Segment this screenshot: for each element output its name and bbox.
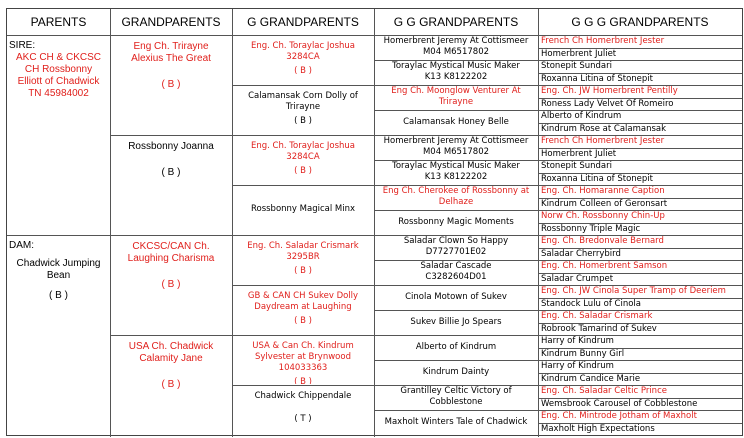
g-grandparent-cell xyxy=(234,241,372,284)
pedigree-line: K13 K8122202 xyxy=(424,72,488,82)
ggg-grandparent-name: Kindrum Bunny Girl xyxy=(541,348,625,359)
column-divider xyxy=(374,9,375,437)
ggg-grandparent-cell xyxy=(541,361,740,372)
column-header: G G G GRANDPARENTS xyxy=(571,15,709,29)
pedigree-line: 3284CA xyxy=(286,152,320,162)
pedigree-line: Trirayne xyxy=(438,97,474,107)
sire-name-line: CH Rossbonny xyxy=(24,64,93,75)
pedigree-line: Calamansak Corn Dolly of xyxy=(248,91,358,101)
g-grandparent-cell xyxy=(234,341,372,384)
pedigree-line: Maxholt Winters Tale of Chadwick xyxy=(384,417,528,427)
gg-grandparent-cell xyxy=(376,186,536,209)
ggg-grandparent-name: Eng. Ch. Mintrode Jotham of Maxholt xyxy=(541,411,697,421)
pedigree-line: Calamity Jane xyxy=(139,353,203,364)
pedigree-line: D7727701E02 xyxy=(425,247,487,257)
ggg-grandparent-name: Eng. Ch. Homerbrent Samson xyxy=(541,261,668,271)
pedigree-line: Rossbonny Joanna xyxy=(128,141,214,152)
pedigree-line: Rossbonny Magical Minx xyxy=(250,204,356,214)
ggg-grandparent-cell xyxy=(541,349,740,360)
ggg-grandparent-cell xyxy=(541,261,740,272)
grandparent-cell xyxy=(112,241,230,334)
gg-grandparent-cell xyxy=(376,161,536,184)
ggg-grandparent-name: Kindrum Rose at Calamansak xyxy=(541,123,667,134)
pedigree-line: Sylvester at Brynwood xyxy=(255,352,351,362)
ggg-grandparent-cell xyxy=(541,111,740,122)
g-grandparent-cell xyxy=(234,141,372,184)
gg-grandparent-cell xyxy=(376,86,536,109)
dam-cell xyxy=(9,240,108,302)
ggg-grandparent-cell xyxy=(541,211,740,222)
pedigree-line: Eng. Ch. Toraylac Joshua xyxy=(250,141,356,151)
pedigree-table xyxy=(6,8,743,436)
gg-grandparent-cell xyxy=(376,367,536,384)
gg-grandparent-cell xyxy=(376,61,536,84)
ggg-grandparent-name: Roness Lady Velvet Of Romeiro xyxy=(541,98,674,109)
ggg-grandparent-cell xyxy=(541,274,740,285)
g-grandparent-cell xyxy=(234,391,372,434)
dam-name-line: Chadwick Jumping xyxy=(16,258,101,269)
pedigree-line: Grantilley Celtic Victory of xyxy=(400,386,512,396)
pedigree-line: Laughing Charisma xyxy=(127,253,215,264)
g-grandparent-cell xyxy=(234,291,372,334)
ggg-grandparent-cell xyxy=(541,49,740,60)
pedigree-line: M04 M6517802 xyxy=(422,147,490,157)
gg-grandparent-cell xyxy=(376,386,536,409)
ggg-grandparent-name: Kindrum Candice Marie xyxy=(541,373,641,384)
pedigree-line: Saladar Clown So Happy xyxy=(403,236,509,246)
ggg-grandparent-cell xyxy=(541,411,740,422)
pedigree-line: Eng Ch. Moonglow Venturer At xyxy=(391,86,521,96)
pedigree-line: ( B ) xyxy=(294,266,312,276)
pedigree-line: ( B ) xyxy=(161,379,181,390)
dam-role-label: DAM: xyxy=(9,240,34,251)
ggg-grandparent-name: Harry of Kindrum xyxy=(541,361,614,371)
ggg-grandparent-name: Alberto of Kindrum xyxy=(541,111,622,121)
pedigree-line: Chadwick Chippendale xyxy=(254,391,352,401)
ggg-grandparent-name: Eng. Ch. Saladar Celtic Prince xyxy=(541,386,667,396)
ggg-grandparent-name: Eng. Ch. Homaranne Caption xyxy=(541,186,665,196)
gg-grandparent-cell xyxy=(376,261,536,284)
ggg-grandparent-name: Norw Ch. Rossbonny Chin-Up xyxy=(541,211,665,221)
ggg-grandparent-name: Eng. Ch. JW Homerbrent Pentilly xyxy=(541,86,678,96)
gg-grandparent-cell xyxy=(376,236,536,259)
ggg-grandparent-cell xyxy=(541,286,740,297)
ggg-grandparent-cell xyxy=(541,99,740,110)
ggg-grandparent-name: Maxholt High Expectations xyxy=(541,423,655,434)
pedigree-line: Homerbrent Jeremy At Cottismeer xyxy=(383,136,529,146)
ggg-grandparent-name: Saladar Cherrybird xyxy=(541,248,621,259)
ggg-grandparent-cell xyxy=(541,336,740,347)
grandparent-cell xyxy=(112,341,230,434)
ggg-grandparent-name: French Ch Homerbrent Jester xyxy=(541,136,665,146)
pedigree-line: USA & Can Ch. Kindrum xyxy=(252,341,354,351)
pedigree-line: Trirayne xyxy=(285,102,321,112)
pedigree-line: Eng. Ch. Saladar Crismark xyxy=(247,241,359,251)
grandparent-cell xyxy=(112,141,230,234)
pedigree-line: Eng Ch. Trirayne xyxy=(133,41,209,52)
ggg-grandparent-cell xyxy=(541,186,740,197)
pedigree-line: Homerbrent Jeremy At Cottismeer xyxy=(383,36,529,46)
pedigree-line: Cinola Motown of Sukev xyxy=(405,292,507,302)
ggg-grandparent-cell xyxy=(541,224,740,235)
column-header: PARENTS xyxy=(30,15,87,29)
pedigree-line: 104033363 xyxy=(278,363,328,373)
g-grandparent-cell xyxy=(234,91,372,134)
gg-grandparent-cell xyxy=(376,417,536,434)
pedigree-line: ( B ) xyxy=(294,66,312,76)
pedigree-line: Daydream at Laughing xyxy=(254,302,352,312)
pedigree-line: Alberto of Kindrum xyxy=(415,342,497,352)
pedigree-line: Delhaze xyxy=(438,197,474,207)
ggg-grandparent-name: French Ch Homerbrent Jester xyxy=(541,36,665,46)
ggg-grandparent-name: Robrook Tamarind of Sukev xyxy=(541,323,657,334)
g-grandparent-cell xyxy=(234,41,372,84)
pedigree-line: C3282604D01 xyxy=(425,272,487,282)
column-header: GRANDPARENTS xyxy=(121,15,221,29)
ggg-grandparent-name: Eng. Ch. Saladar Crismark xyxy=(541,311,653,321)
sire-role-label: SIRE: xyxy=(9,40,36,51)
pedigree-line: Alexius The Great xyxy=(131,53,211,64)
ggg-grandparent-cell xyxy=(541,161,740,172)
gg-grandparent-cell xyxy=(376,217,536,234)
pedigree-line: CKCSC/CAN Ch. xyxy=(132,241,210,252)
ggg-grandparent-cell xyxy=(541,386,740,397)
ggg-grandparent-cell xyxy=(541,424,740,435)
ggg-grandparent-cell xyxy=(541,149,740,160)
pedigree-line: Saladar Cascade xyxy=(420,261,492,271)
dam-name-line: Bean xyxy=(46,270,71,281)
ggg-grandparent-name: Roxanna Litina of Stonepit xyxy=(541,173,654,184)
ggg-grandparent-cell xyxy=(541,199,740,210)
column-header: G G GRANDPARENTS xyxy=(393,15,519,29)
pedigree-line: Sukev Billie Jo Spears xyxy=(410,317,502,327)
ggg-grandparent-cell xyxy=(541,236,740,247)
pedigree-line: ( B ) xyxy=(294,316,312,326)
gg-grandparent-cell xyxy=(376,292,536,309)
pedigree-line: ( B ) xyxy=(161,167,181,178)
ggg-grandparent-name: Saladar Crumpet xyxy=(541,273,614,284)
ggg-grandparent-cell xyxy=(541,74,740,85)
ggg-grandparent-cell xyxy=(541,61,740,72)
pedigree-line: ( B ) xyxy=(294,166,312,176)
pedigree-line: ( B ) xyxy=(161,79,181,90)
ggg-grandparent-name: Rossbonny Triple Magic xyxy=(541,223,641,234)
sire-name-line: TN 45984002 xyxy=(28,88,89,99)
gg-grandparent-cell xyxy=(376,136,536,159)
pedigree-line: ( B ) xyxy=(294,377,312,384)
column-divider xyxy=(232,9,233,437)
pedigree-line: Cobblestone xyxy=(429,397,483,407)
pedigree-line: M04 M6517802 xyxy=(422,47,490,57)
gg-grandparent-cell xyxy=(376,36,536,59)
column-header: G GRANDPARENTS xyxy=(247,15,359,29)
pedigree-line: Calamansak Honey Belle xyxy=(403,117,509,127)
ggg-grandparent-cell xyxy=(541,324,740,335)
pedigree-line: 3295BR xyxy=(286,252,320,262)
grandparent-cell xyxy=(112,41,230,134)
pedigree-line: K13 K8122202 xyxy=(424,172,488,182)
ggg-grandparent-cell xyxy=(541,36,740,47)
pedigree-line: ( B ) xyxy=(161,279,181,290)
g-grandparent-cell xyxy=(234,204,372,234)
ggg-grandparent-name: Eng. Ch. JW Cinola Super Tramp of Deeriem xyxy=(541,286,726,296)
dam-name-line: ( B ) xyxy=(49,290,68,301)
ggg-grandparent-cell xyxy=(541,86,740,97)
ggg-grandparent-cell xyxy=(541,399,740,410)
gg-grandparent-cell xyxy=(376,117,536,134)
ggg-grandparent-cell xyxy=(541,374,740,385)
pedigree-line: USA Ch. Chadwick xyxy=(128,341,214,352)
pedigree-line: ( T ) xyxy=(294,414,312,424)
ggg-grandparent-cell xyxy=(541,299,740,310)
column-divider xyxy=(110,9,111,437)
pedigree-line: Eng. Ch. Toraylac Joshua xyxy=(250,41,356,51)
pedigree-line: GB & CAN CH Sukev Dolly xyxy=(247,291,359,301)
pedigree-line: Rossbonny Magic Moments xyxy=(398,217,514,227)
ggg-grandparent-name: Standock Lulu of Cinola xyxy=(541,298,641,309)
ggg-grandparent-cell xyxy=(541,174,740,185)
ggg-grandparent-name: Roxanna Litina of Stonepit xyxy=(541,73,654,84)
pedigree-line: 3284CA xyxy=(286,52,320,62)
ggg-grandparent-name: Kindrum Colleen of Geronsart xyxy=(541,198,668,209)
ggg-grandparent-cell xyxy=(541,136,740,147)
gg-grandparent-cell xyxy=(376,317,536,334)
ggg-grandparent-name: Homerbrent Juliet xyxy=(541,148,617,159)
ggg-grandparent-name: Homerbrent Juliet xyxy=(541,48,617,59)
ggg-grandparent-name: Stonepit Sundari xyxy=(541,161,612,171)
sire-name-line: Elliott of Chadwick xyxy=(17,76,100,87)
sire-name-line: AKC CH & CKCSC xyxy=(15,52,101,63)
pedigree-line: Toraylac Mystical Music Maker xyxy=(392,61,520,71)
pedigree-line: ( B ) xyxy=(294,116,312,126)
pedigree-line: Toraylac Mystical Music Maker xyxy=(392,161,520,171)
ggg-grandparent-name: Wemsbrook Carousel of Cobblestone xyxy=(541,398,698,409)
ggg-grandparent-name: Harry of Kindrum xyxy=(541,336,614,346)
ggg-grandparent-name: Eng. Ch. Bredonvale Bernard xyxy=(541,236,664,246)
ggg-grandparent-cell xyxy=(541,311,740,322)
pedigree-line: Eng Ch. Cherokee of Rossbonny at xyxy=(382,186,530,196)
ggg-grandparent-cell xyxy=(541,249,740,260)
ggg-grandparent-cell xyxy=(541,124,740,135)
gg-grandparent-cell xyxy=(376,342,536,359)
ggg-grandparent-name: Stonepit Sundari xyxy=(541,61,612,71)
pedigree-line: Kindrum Dainty xyxy=(422,367,490,377)
sire-cell xyxy=(9,40,108,100)
